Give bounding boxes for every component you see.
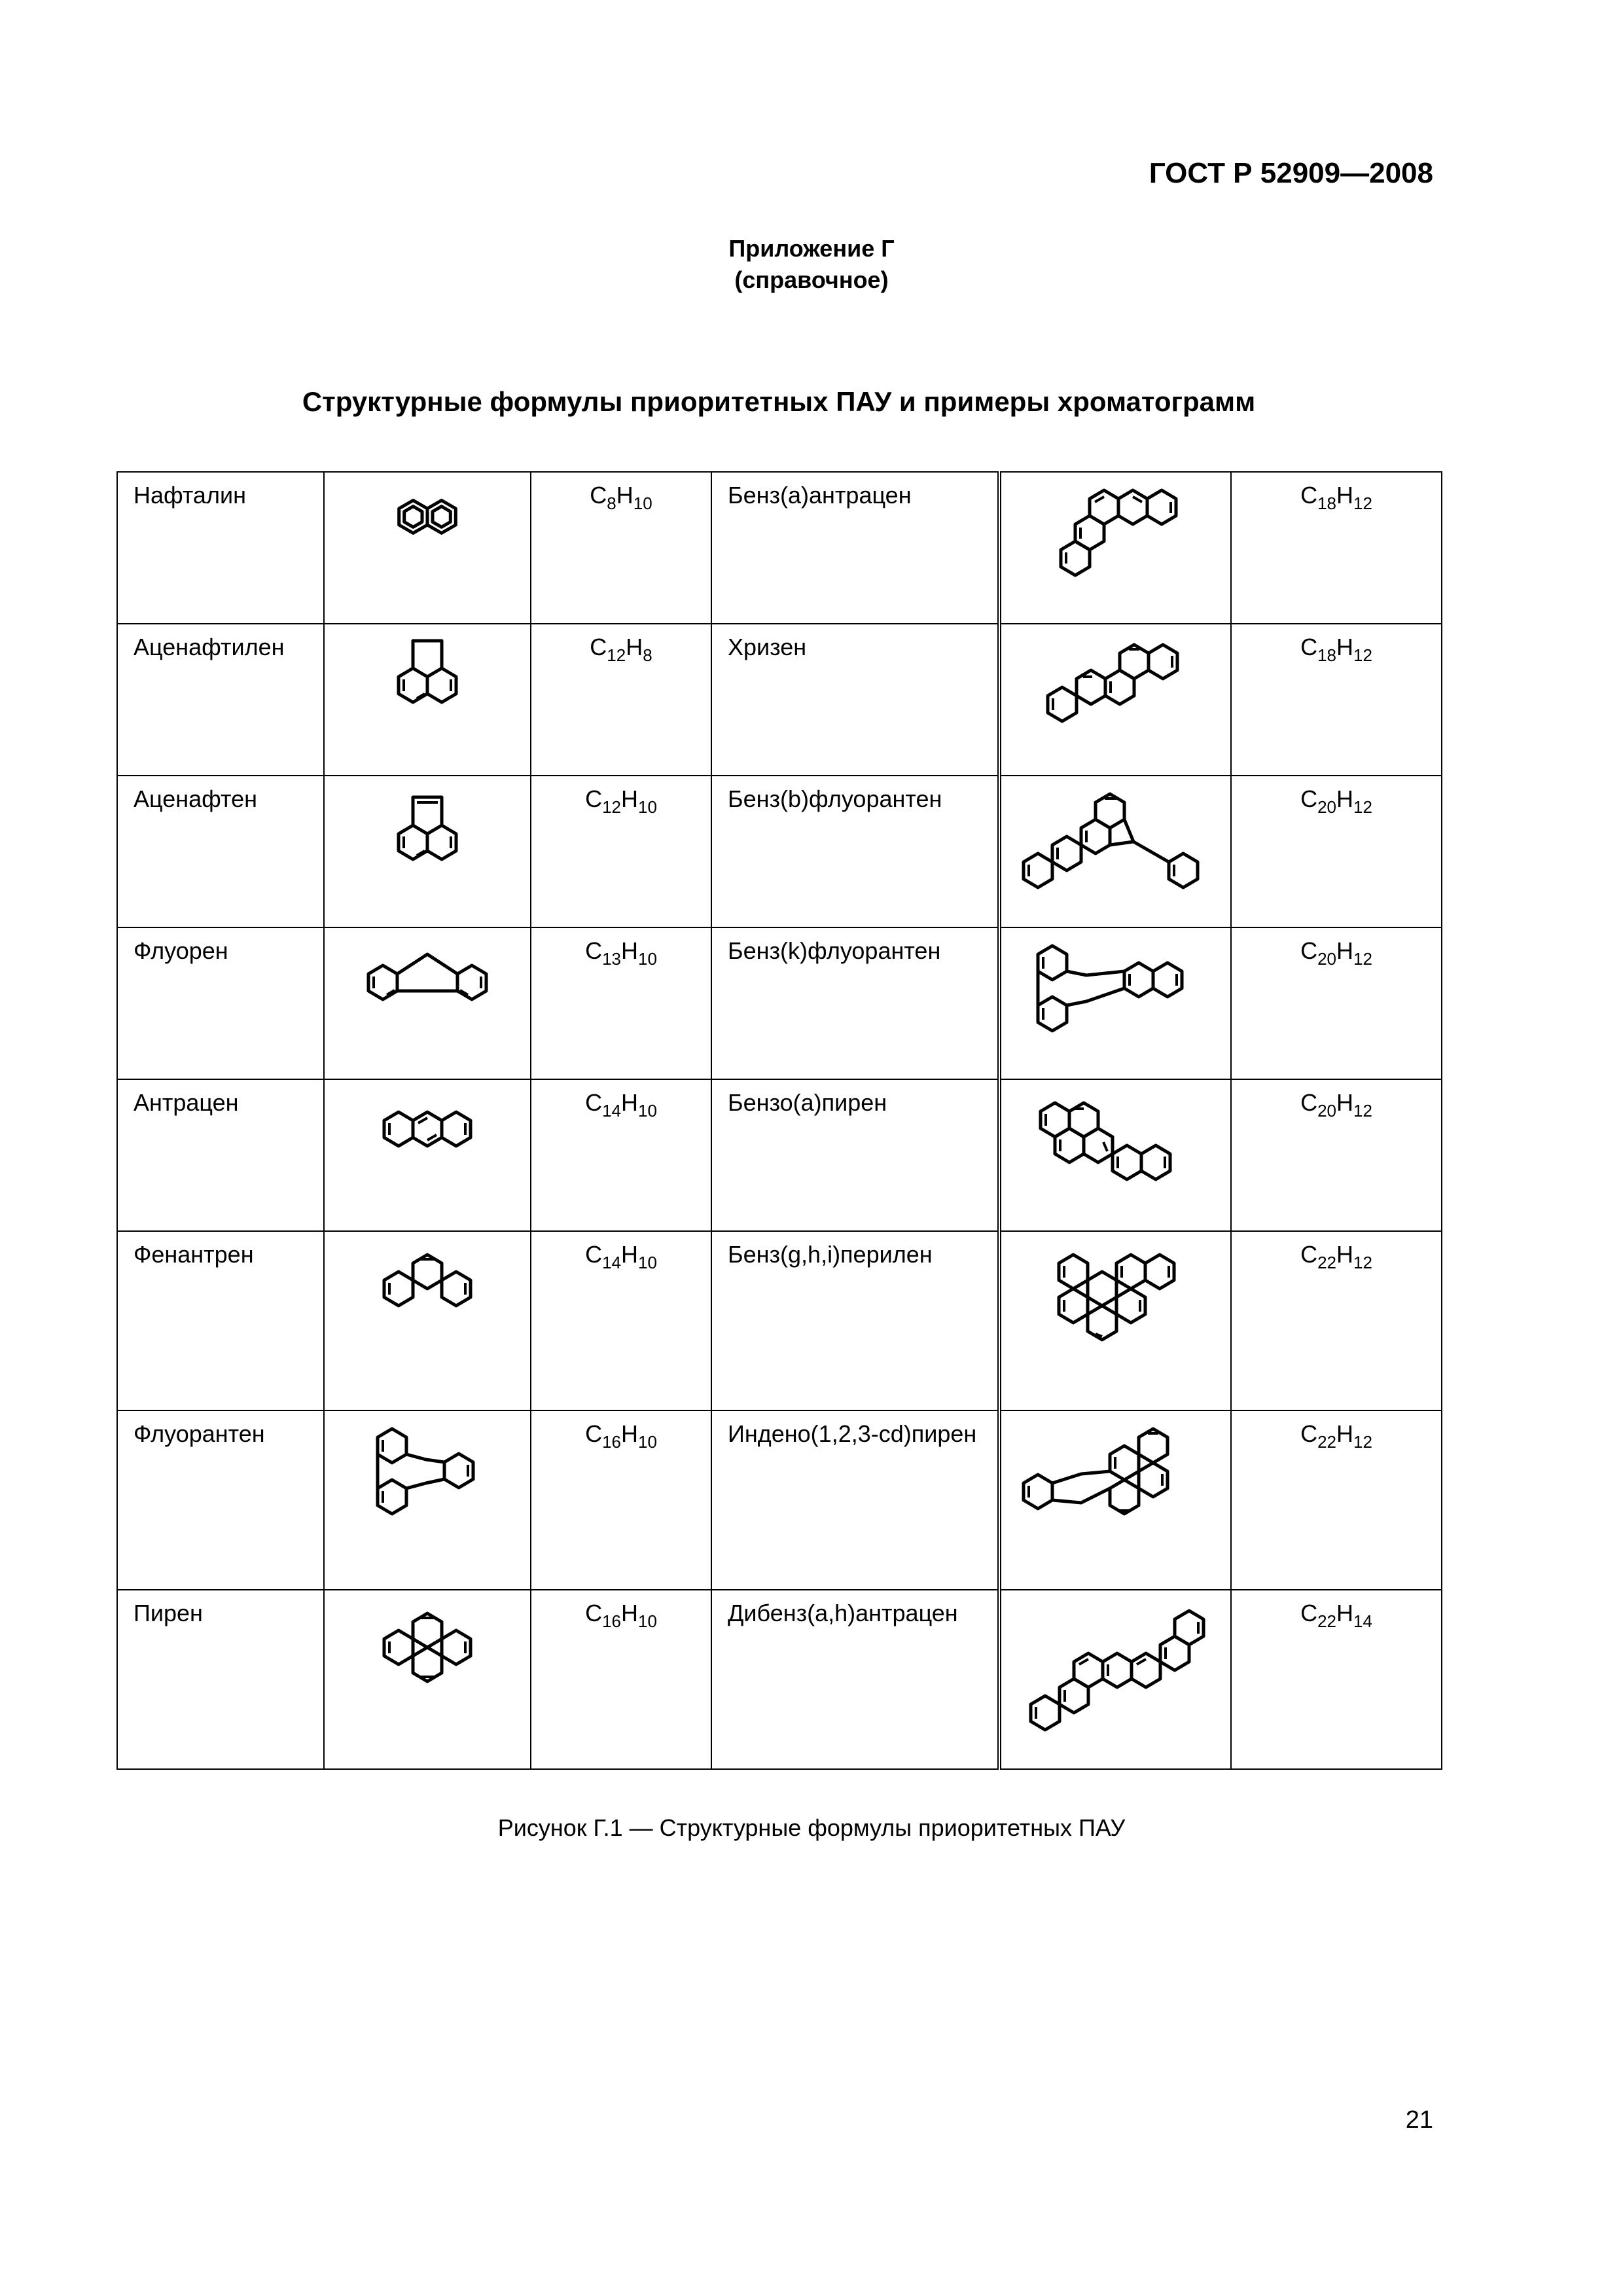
standard-id: ГОСТ Р 52909—2008	[1149, 157, 1433, 189]
carbon-count: 20	[1317, 949, 1336, 969]
molecular-formula: $C_{13}H_{10}$	[531, 927, 711, 1079]
hydrogen-count: 8	[643, 645, 652, 665]
hydrogen-count: 10	[638, 1611, 657, 1631]
compound-name: Индено(1,2,3-cd)пирен	[711, 1410, 999, 1590]
molecular-formula: $C_{14}H_{10}$	[531, 1079, 711, 1231]
carbon-count: 16	[602, 1432, 621, 1452]
appendix-subtitle: (справочное)	[734, 266, 889, 293]
molecular-formula: $C_{16}H_{10}$	[531, 1410, 711, 1590]
hydrogen-count: 12	[1353, 1101, 1372, 1121]
table-row	[117, 1590, 1442, 1769]
acenaphthylene-structure	[362, 624, 493, 742]
compound-name: Фенантрен	[117, 1231, 324, 1410]
hydrogen-count: 12	[1353, 1432, 1372, 1452]
carbon-count: 8	[607, 493, 616, 513]
structure-cell	[999, 1590, 1231, 1769]
structure-cell	[324, 1079, 531, 1231]
table-row	[117, 776, 1442, 927]
hydrogen-count: 12	[1353, 949, 1372, 969]
hydrogen-count: 10	[638, 949, 657, 969]
carbon-count: 14	[602, 1253, 621, 1272]
structure-cell	[324, 472, 531, 624]
compound-name: Бенз(k)флуорантен	[711, 927, 999, 1079]
molecular-formula: $C_{22}H_{12}$	[1231, 1231, 1442, 1410]
appendix-heading	[0, 233, 1623, 296]
structure-cell	[999, 1079, 1231, 1231]
carbon-count: 14	[602, 1101, 621, 1121]
page-number: 21	[1405, 2106, 1433, 2134]
structure-cell	[324, 624, 531, 776]
compound-name: Аценафтен	[117, 776, 324, 927]
carbon-count: 16	[602, 1611, 621, 1631]
indeno-123-cd-pyrene-structure	[1014, 1411, 1217, 1568]
hydrogen-count: 12	[1353, 1253, 1372, 1272]
benzo-ghi-perylene-structure	[1014, 1232, 1217, 1395]
compound-name: Хризен	[711, 624, 999, 776]
carbon-count: 22	[1317, 1611, 1336, 1631]
structure-cell	[999, 927, 1231, 1079]
molecular-formula: $C_{20}H_{12}$	[1231, 776, 1442, 927]
molecular-formula: $C_{22}H_{12}$	[1231, 1410, 1442, 1590]
section-title: Структурные формулы приоритетных ПАУ и примеры хроматограмм	[302, 386, 1256, 417]
anthracene-structure	[342, 1080, 512, 1178]
figure-caption: Рисунок Г.1 — Структурные формулы приоритетных ПАУ	[497, 1814, 1126, 1841]
benz-a-anthracene-structure	[1018, 473, 1214, 597]
carbon-count: 12	[607, 645, 626, 665]
molecular-formula: $C_{22}H_{14}$	[1231, 1590, 1442, 1769]
compound-name: Бенз(а)антрацен	[711, 472, 999, 624]
appendix-title: Приложение Г	[728, 235, 895, 262]
compound-name: Нафталин	[117, 472, 324, 624]
molecular-formula: $C_{18}H_{12}$	[1231, 624, 1442, 776]
molecular-formula: $C_{12}H_8$	[531, 624, 711, 776]
table-row	[117, 1410, 1442, 1590]
phenanthrene-structure	[342, 1232, 512, 1343]
fluoranthene-structure	[349, 1411, 506, 1549]
hydrogen-count: 10	[638, 1253, 657, 1272]
compound-name: Аценафтилен	[117, 624, 324, 776]
hydrogen-count: 14	[1353, 1611, 1372, 1631]
compound-name: Дибенз(a,h)антрацен	[711, 1590, 999, 1769]
carbon-count: 12	[602, 797, 621, 817]
molecular-formula: $C_{12}H_{10}$	[531, 776, 711, 927]
carbon-count: 22	[1317, 1253, 1336, 1272]
compound-name: Пирен	[117, 1590, 324, 1769]
molecular-formula: $C_{18}H_{12}$	[1231, 472, 1442, 624]
naphthalene-structure	[368, 473, 486, 571]
structure-cell	[999, 776, 1231, 927]
hydrogen-count: 12	[1353, 493, 1372, 513]
compound-name: Флуорантен	[117, 1410, 324, 1590]
hydrogen-count: 10	[633, 493, 652, 513]
hydrogen-count: 12	[1353, 645, 1372, 665]
hydrogen-count: 10	[638, 1101, 657, 1121]
compound-name: Флуорен	[117, 927, 324, 1079]
table-row	[117, 927, 1442, 1079]
structure-cell	[999, 472, 1231, 624]
molecular-formula: $C_{20}H_{12}$	[1231, 1079, 1442, 1231]
dibenz-ah-anthracene-structure	[1011, 1590, 1221, 1754]
structure-cell	[324, 776, 531, 927]
table-row	[117, 472, 1442, 624]
molecular-formula: $C_8H_{10}$	[531, 472, 711, 624]
carbon-count: 18	[1317, 493, 1336, 513]
structure-cell	[999, 1231, 1231, 1410]
carbon-count: 22	[1317, 1432, 1336, 1452]
table-row	[117, 624, 1442, 776]
benzo-a-pyrene-structure	[1014, 1080, 1217, 1217]
pyrene-structure	[342, 1590, 512, 1721]
structure-cell	[324, 1590, 531, 1769]
acenaphthene-structure	[362, 776, 493, 894]
structure-cell	[324, 1231, 531, 1410]
pah-structures-table	[116, 471, 1442, 1770]
compound-name: Антрацен	[117, 1079, 324, 1231]
carbon-count: 20	[1317, 797, 1336, 817]
structure-cell	[324, 1410, 531, 1590]
chrysene-structure	[1018, 624, 1214, 749]
structure-cell	[999, 624, 1231, 776]
structure-cell	[324, 927, 531, 1079]
benz-k-fluoranthene-structure	[1014, 928, 1217, 1066]
molecular-formula: $C_{14}H_{10}$	[531, 1231, 711, 1410]
hydrogen-count: 12	[1353, 797, 1372, 817]
fluorene-structure	[342, 928, 512, 1039]
molecular-formula: $C_{20}H_{12}$	[1231, 927, 1442, 1079]
hydrogen-count: 10	[638, 1432, 657, 1452]
benz-b-fluoranthene-structure	[1014, 776, 1217, 920]
molecular-formula: $C_{16}H_{10}$	[531, 1590, 711, 1769]
compound-name: Бенз(g,h,i)перилен	[711, 1231, 999, 1410]
carbon-count: 20	[1317, 1101, 1336, 1121]
carbon-count: 13	[602, 949, 621, 969]
compound-name: Бензо(а)пирен	[711, 1079, 999, 1231]
compound-name: Бенз(b)флуорантен	[711, 776, 999, 927]
carbon-count: 18	[1317, 645, 1336, 665]
hydrogen-count: 10	[638, 797, 657, 817]
table-row	[117, 1231, 1442, 1410]
structure-cell	[999, 1410, 1231, 1590]
table-row	[117, 1079, 1442, 1231]
